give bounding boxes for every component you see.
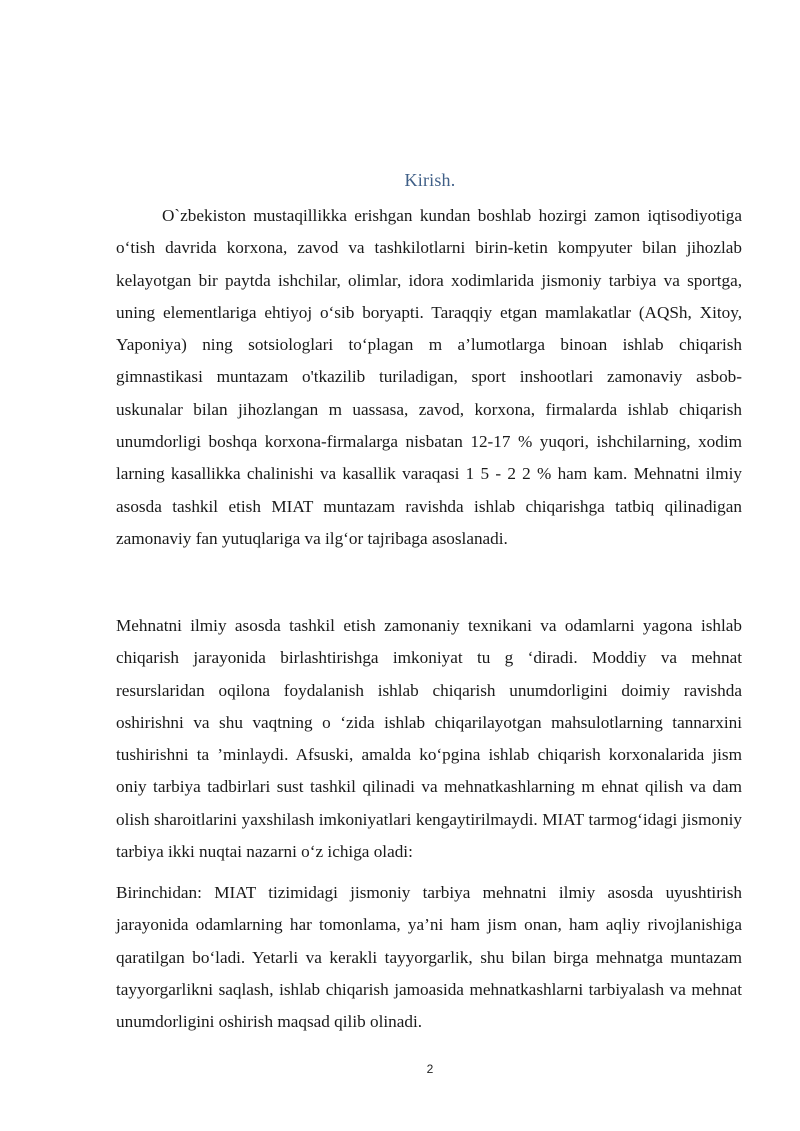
paragraph-1: O`zbekiston mustaqillikka erishgan kundan boshlab hozirgi zamon iqtisodiyotiga o‘tish davrida korxona, zavod va tashkilotlarni birin-ketin kompyuter bilan jihozlab kelayotgan bir paytda ishchilar, olimlar, idora xodimlarida jismoniy tarbiya va sportga, uning elementlariga ehtiyoj o‘sib boryapti. Taraqqiy etgan mamlakatlar (AQSh, Xitoy, Yaponiya) ning sotsiologlari to‘plagan m a’lumotlarga binoan ishlab chiqarish gimnastikasi muntazam o'tkazilib turiladigan, sport inshootlari zamonaviy asbob-uskunalar bilan jihozlangan m uassasa, zavod, korxona, firmalarda ishlab chiqarish unumdorligi boshqa korxona-firmalarga nisbatan 12-17 % yuqori, ishchilarning, xodim larning kasallikka chalinishi va kasallik varaqasi 1 5 - 2 2 % ham kam. Mehnatni ilmiy asosda tashkil etish MIAT muntazam ravishda ishlab chiqarishga tatbiq qilinadigan zamonaviy fan yutuqlariga va ilg‘or tajribaga asoslanadi. xyxy=(116,206,742,548)
paragraph-3: Birinchidan: MIAT tizimidagi jismoniy tarbiya mehnatni ilmiy asosda uyushtirish jarayonida odamlarning har tomonlama, ya’ni ham jism onan, ham aqliy rivojlanishiga qaratilgan bo‘ladi. Yetarli va kerakli tayyorgarlik, shu bilan birga mehnatga muntazam tayyorgarlikni saqlash, ishlab chiqarish jamoasida mehnatkashlarni tarbiyalash va mehnat unumdorligini oshirish maqsad qilib olinadi. xyxy=(116,883,742,1032)
page-number: 2 xyxy=(426,1062,434,1076)
paragraph-2: Mehnatni ilmiy asosda tashkil etish zamonaniy texnikani va odamlarni yagona ishlab chiqarish jarayonida birlashtirishga imkoniyat tu g ‘diradi. Moddiy va mehnat resurslaridan oqilona foydalanish ishlab chiqarish unumdorligini doimiy ravishda oshirishni va shu vaqtning o ‘zida ishlab chiqarilayotgan mahsulotlarning tannarxini tushirishni ta ’minlaydi. Afsuski, amalda ko‘pgina ishlab chiqarish korxonalarida jism oniy tarbiya tadbirlari sust tashkil qilinadi va mehnatkashlarning m ehnat qilish va dam olish sharoitlarini yaxshilash imkoniyatlari kengaytirilmaydi. MIAT tarmog‘idagi jismoniy tarbiya ikki nuqtai nazarni o‘z ichiga oladi: xyxy=(116,616,742,862)
section-title: Kirish. xyxy=(404,170,456,190)
